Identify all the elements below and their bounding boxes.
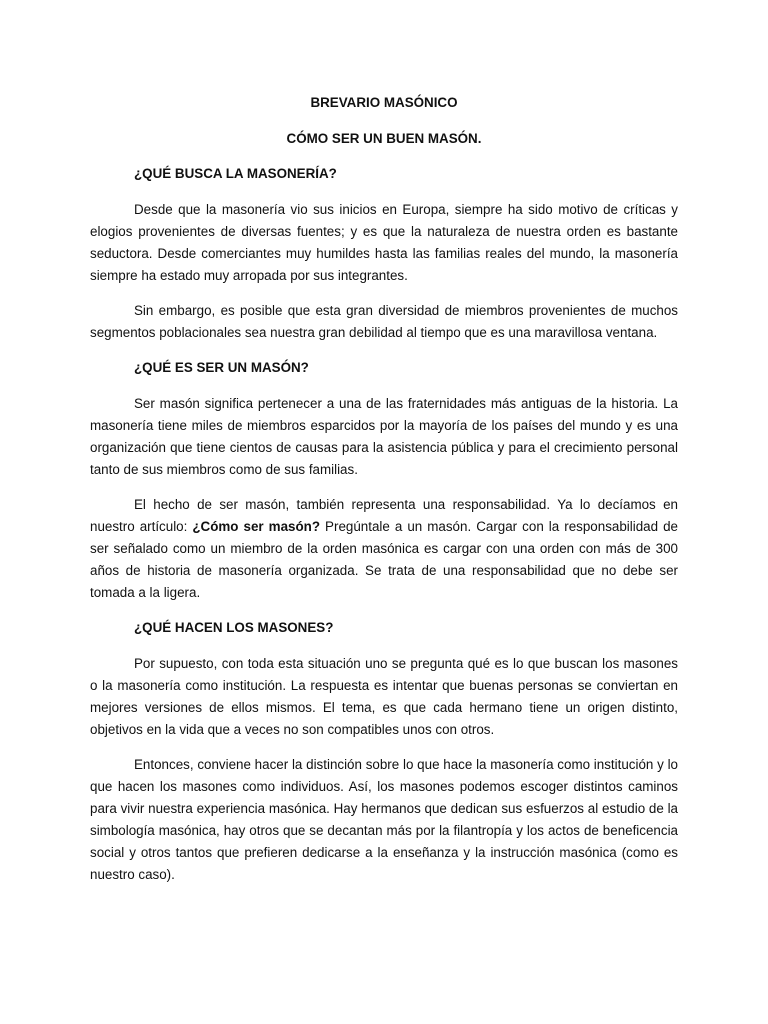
section-heading-que-es: ¿QUÉ ES SER UN MASÓN?: [134, 360, 309, 375]
section-heading-que-busca: ¿QUÉ BUSCA LA MASONERÍA?: [134, 166, 337, 181]
article-reference: ¿Cómo ser masón?: [192, 519, 321, 534]
document-page: [90, 92, 678, 899]
paragraph-text-before: El hecho de ser masón, también representa una responsabilidad. Ya lo decíamos en nuestro artículo:: [90, 497, 678, 534]
paragraph: Por supuesto, con toda esta situación uno se pregunta qué es lo que buscan los masones o la masonería como institución. La respuesta es intentar que buenas personas se conviertan en mejores versiones de ellos mismos. El tema, es que cada hermano tiene un origen distinto, objetivos en la vida que a veces no son compatibles unos con otros.: [90, 656, 678, 737]
paragraph-text-after: Pregúntale a un masón. Cargar con la responsabilidad de ser señalado como un miembro de la orden masónica es cargar con una orden con más de 300 años de historia de masonería organizada. Se trata de una responsabilidad que no debe ser tomada a la ligera.: [90, 519, 678, 600]
section-heading-que-hacen: ¿QUÉ HACEN LOS MASONES?: [134, 620, 334, 635]
document-subtitle: CÓMO SER UN BUEN MASÓN.: [286, 131, 482, 146]
paragraph: Ser masón significa pertenecer a una de las fraternidades más antiguas de la historia. La masonería tiene miles de miembros esparcidos por la mayoría de los países del mundo y es una organización que tiene cientos de causas para la asistencia pública y para el crecimiento personal tanto de sus miembros como de sus familias.: [90, 396, 678, 477]
paragraph: Sin embargo, es posible que esta gran diversidad de miembros provenientes de muchos segmentos poblacionales sea nuestra gran debilidad al tiempo que es una maravillosa ventana.: [90, 303, 678, 340]
document-title: BREVARIO MASÓNICO: [310, 95, 458, 110]
paragraph: Desde que la masonería vio sus inicios en Europa, siempre ha sido motivo de críticas y elogios provenientes de diversas fuentes; y es que la naturaleza de nuestra orden es bastante seductora. Desde comerciantes muy humildes hasta las familias reales del mundo, la masonería siempre ha estado muy arropada por sus integrantes.: [90, 202, 678, 283]
paragraph-with-article-reference: [90, 494, 678, 604]
paragraph: Entonces, conviene hacer la distinción sobre lo que hace la masonería como institución y lo que hacen los masones como individuos. Así, los masones podemos escoger distintos caminos para vivir nuestra experiencia masónica. Hay hermanos que dedican sus esfuerzos al estudio de la simbología masónica, hay otros que se decantan más por la filantropía y los actos de beneficencia social y otros tantos que prefieren dedicarse a la enseñanza y la instrucción masónica (como es nuestro caso).: [90, 757, 678, 882]
